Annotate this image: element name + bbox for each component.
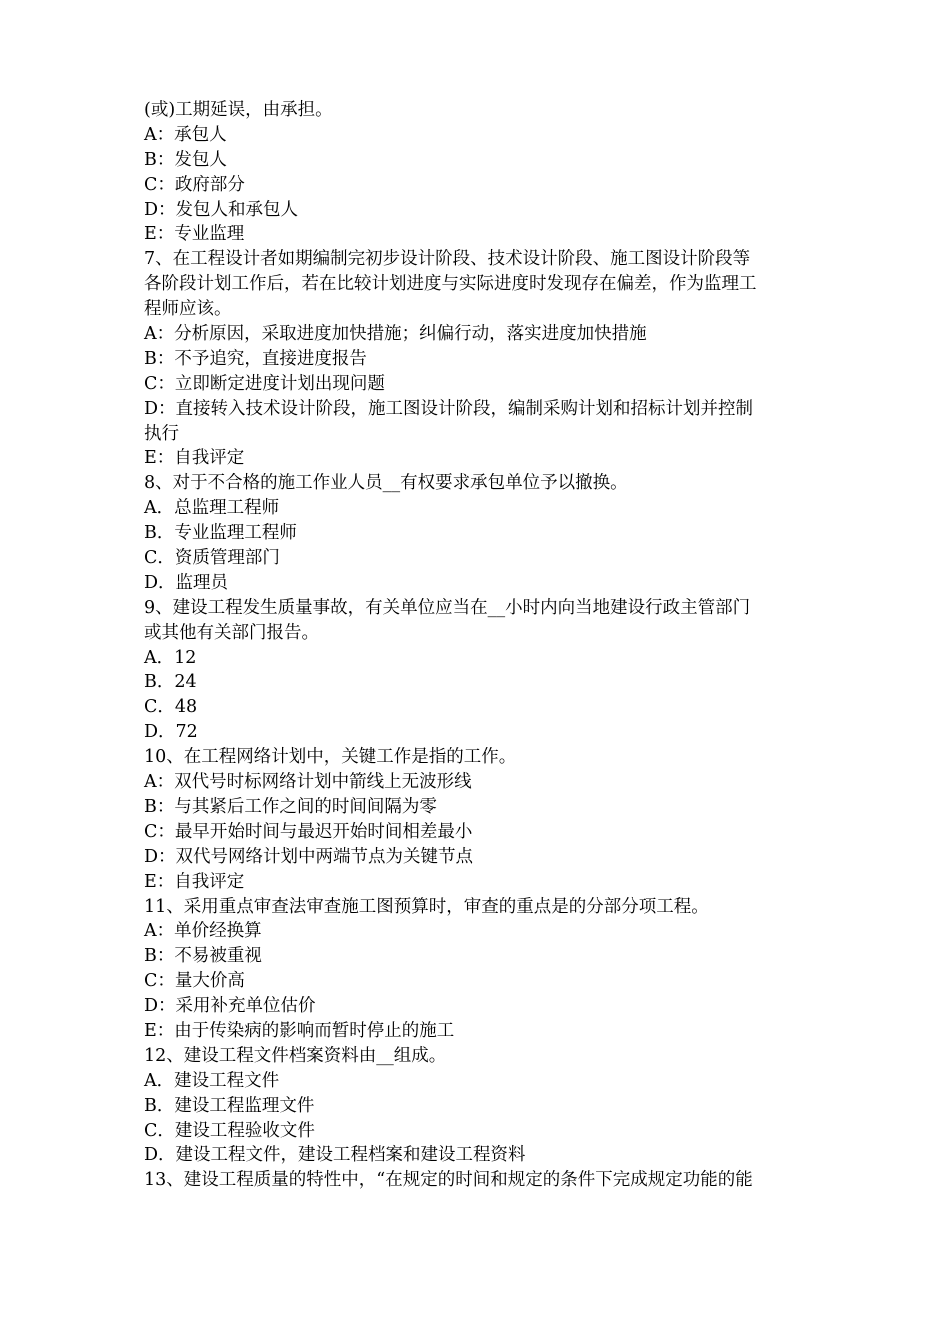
text-line: B．24 [144,672,197,693]
text-line: A：双代号时标网络计划中箭线上无波形线 [144,772,472,793]
text-line: A．12 [144,647,197,668]
text-line: D．监理员 [144,572,229,593]
text-line: E：自我评定 [144,448,245,469]
text-line: A：单价经换算 [144,921,262,942]
text-line: C：量大价高 [144,971,245,992]
text-line: C．建设工程验收文件 [144,1120,315,1141]
text-line: 程师应该。 [144,299,232,320]
text-line: A：承包人 [144,124,227,145]
text-line: C．48 [144,697,198,718]
text-line: B：与其紧后工作之间的时间间隔为零 [144,796,437,817]
text-line: C．资质管理部门 [144,548,280,569]
text-line: E：专业监理 [144,224,245,245]
text-line: 12、建设工程文件档案资料由__组成。 [144,1045,447,1066]
text-line: B：不易被重视 [144,946,262,967]
text-line: B．建设工程监理文件 [144,1095,315,1116]
text-line: D：发包人和承包人 [144,199,299,220]
text-line: B：发包人 [144,149,227,170]
text-line: C：政府部分 [144,174,245,195]
text-line: B．专业监理工程师 [144,523,297,544]
text-line: B：不予追究，直接进度报告 [144,348,367,369]
text-line: 各阶段计划工作后，若在比较计划进度与实际进度时发现存在偏差，作为监理工 [144,274,757,295]
text-line: 7、在工程设计者如期编制完初步设计阶段、技术设计阶段、施工图设计阶段等 [144,249,751,270]
text-line: E：自我评定 [144,871,245,892]
text-line: A．总监理工程师 [144,498,280,519]
text-line: D：直接转入技术设计阶段，施工图设计阶段，编制采购计划和招标计划并控制 [144,398,754,419]
text-line: 11、采用重点审查法审查施工图预算时，审查的重点是的分部分项工程。 [144,896,709,917]
text-line: 9、建设工程发生质量事故，有关单位应当在__小时内向当地建设行政主管部门 [144,597,751,618]
text-line: D：双代号网络计划中两端节点为关键节点 [144,846,474,867]
text-line: E：由于传染病的影响而暂时停止的施工 [144,1020,455,1041]
text-line: D：采用补充单位估价 [144,996,316,1017]
text-line: C：立即断定进度计划出现问题 [144,373,385,394]
text-line: 或其他有关部门报告。 [144,622,319,643]
text-line: 10、在工程网络计划中，关键工作是指的工作。 [144,747,517,768]
text-line: C：最早开始时间与最迟开始时间相差最小 [144,821,473,842]
text-line: A．建设工程文件 [144,1070,280,1091]
text-line: 执行 [144,423,179,444]
text-line: 13、建设工程质量的特性中，“在规定的时间和规定的条件下完成规定功能的能 [144,1170,753,1191]
text-line: (或)工期延误，由承担。 [144,100,333,120]
text-line: D．72 [144,722,198,743]
text-line: D．建设工程文件，建设工程档案和建设工程资料 [144,1145,526,1166]
text-line: A：分析原因，采取进度加快措施；纠偏行动，落实进度加快措施 [144,324,647,345]
text-line: 8、对于不合格的施工作业人员__有权要求承包单位予以撤换。 [144,473,628,494]
document-page [144,98,816,1193]
